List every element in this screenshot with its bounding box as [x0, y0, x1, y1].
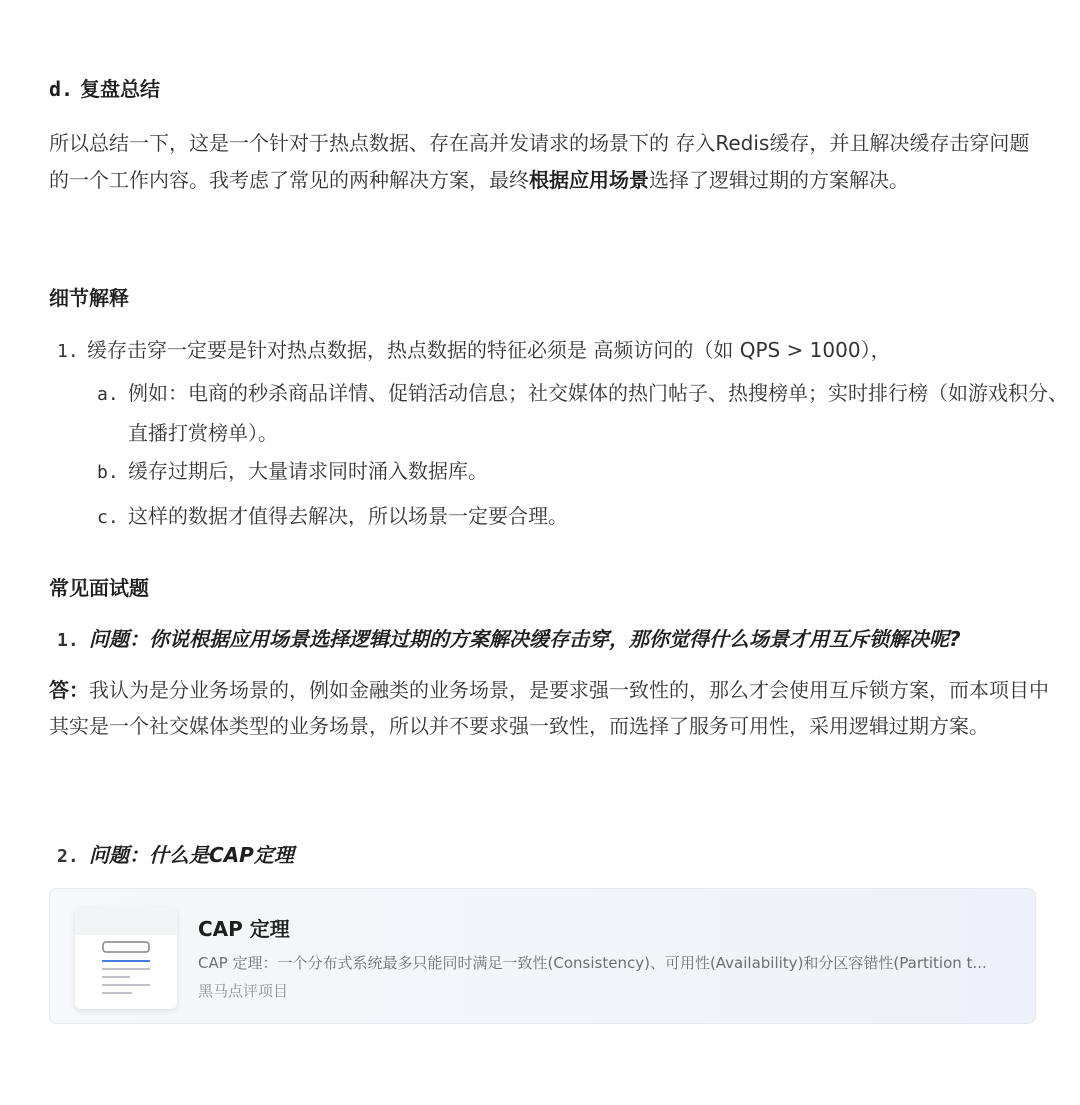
- sub-list-item: [97, 374, 1078, 452]
- question-1: [57, 624, 961, 656]
- list-item: [57, 331, 1057, 371]
- summary-text-1: 所以总结一下，这是一个针对于热点数据、存在高并发请求的场景下的 存入Redis缓存，并且解决缓存击穿问题的一个工作内容。我考虑了常见的两种解决方案，最终: [49, 131, 1030, 192]
- link-card[interactable]: [49, 888, 1036, 1024]
- answer-text: 我认为是分业务场景的，例如金融类的业务场景，是要求强一致性的，那么才会使用互斥锁方案，而本项目中其实是一个社交媒体类型的业务场景，所以并不要求强一致性，而选择了服务可用性，采用逻辑过期方案。: [49, 678, 1049, 738]
- list-item-text: 缓存过期后，大量请求同时涌入数据库。: [128, 459, 488, 483]
- card-description: CAP 定理：一个分布式系统最多只能同时满足一致性(Consistency)、可用性(Availability)和分区容错性(Partition t...: [198, 954, 987, 972]
- question-marker: 1.: [57, 630, 79, 651]
- question-2: [57, 840, 294, 872]
- answer-label: 答：: [49, 678, 89, 702]
- interview-heading: 常见面试题: [49, 576, 149, 600]
- sub-list-item: [97, 452, 1078, 492]
- list-marker: c.: [97, 507, 119, 528]
- card-source: 黑马点评项目: [198, 982, 289, 1000]
- summary-text-2: 选择了逻辑过期的方案解决。: [649, 168, 909, 192]
- section-prefix: d.: [49, 77, 74, 101]
- details-heading: 细节解释: [49, 286, 129, 310]
- list-item-text: 缓存击穿一定要是针对热点数据，热点数据的特征必须是 高频访问的（如 QPS > 1000），: [87, 338, 891, 362]
- document-icon: [75, 907, 177, 1009]
- list-item-text: 例如：电商的秒杀商品详情、促销活动信息；社交媒体的热门帖子、热搜榜单；实时排行榜（如游戏积分、直播打赏榜单）。: [128, 381, 1068, 445]
- list-marker: a.: [97, 384, 119, 405]
- section-heading-review: [49, 75, 160, 103]
- section-title: 复盘总结: [80, 77, 161, 101]
- list-item-text: 这样的数据才值得去解决，所以场景一定要合理。: [128, 504, 568, 528]
- summary-bold: 根据应用场景: [529, 168, 649, 192]
- answer-paragraph: [49, 672, 1049, 744]
- card-title: CAP 定理: [198, 917, 290, 941]
- list-marker: b.: [97, 462, 119, 483]
- list-marker: 1.: [57, 341, 79, 362]
- summary-paragraph: [49, 125, 1049, 199]
- question-text: 问题：你说根据应用场景选择逻辑过期的方案解决缓存击穿，那你觉得什么场景才用互斥锁解决呢?: [89, 627, 961, 651]
- question-marker: 2.: [57, 846, 79, 867]
- sub-list-item: [97, 497, 1078, 537]
- question-text: 问题：什么是CAP定理: [89, 843, 294, 867]
